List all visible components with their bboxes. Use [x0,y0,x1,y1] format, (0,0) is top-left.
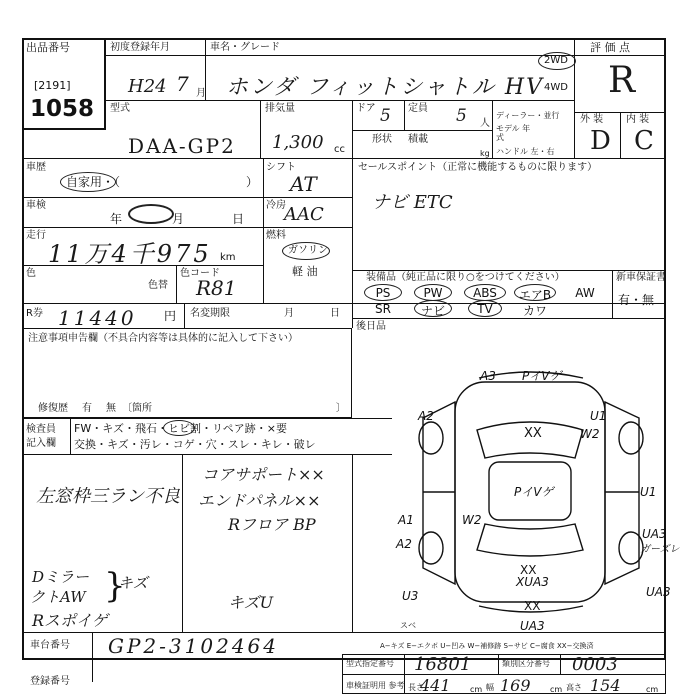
inspector-line-1: FW・キズ・飛石・ヒビ割・リペア跡・×要 [74,422,287,435]
right-doors [605,402,639,584]
rule [574,55,666,56]
length-unit: cm [470,685,483,694]
mark-xx-bumper: XX [524,599,541,613]
hiseki-circle [163,420,195,436]
cert-ref-label: 車検証明用 参考 [346,681,405,690]
rule [404,100,405,130]
inspector-label-2: 記入欄 [26,438,56,449]
notes-label: 注意事項申告欄（不具合内容等は具体的に記入して下さい） [28,333,298,344]
doors-value: 5 [380,106,391,126]
history-close: ） [246,175,259,189]
warranty-value: 有・無 [618,293,655,307]
rule [352,454,353,632]
height-label: 高さ [566,683,582,692]
mark-ua3-bumper: UA3 [520,619,545,633]
rule [498,654,499,674]
lot-number: 1058 [30,96,95,122]
mark-xx-rear-window: XX [520,563,537,577]
mark-a3-front: A3 [480,369,496,383]
width-value: 169 [500,676,531,695]
inspector-line-2: 交換・キズ・汚レ・コゲ・穴・スレ・キレ・破レ [74,438,316,451]
mark-ua3-right: UA3 [642,527,667,541]
mark-u1-right-front: U1 [590,409,607,423]
equip-ps: PS [375,286,391,300]
aircon-label: 冷房 [266,200,286,211]
drive-4wd: 4WD [544,82,568,93]
mark-w2-left: W2 [462,513,482,527]
length-value: 441 [420,676,451,695]
dealer-label: ディーラー・並行 [496,111,560,120]
lot-code: [2191] [34,79,71,92]
comment-spoiler: Rスポイゲ [32,611,108,630]
lot-label: 出品番号 [26,41,70,54]
equip-navi: ナビ [420,304,445,318]
color-code-value: R81 [196,276,237,300]
rule [352,318,666,319]
rule [560,654,561,674]
rule [574,38,575,158]
mark-u1-right-side: U1 [640,485,657,499]
comment-floor: Rフロア BP [228,515,316,534]
model-value: DAA-GP2 [128,134,236,158]
interior-label: 内 装 [626,114,650,125]
shift-label: シフト [266,162,296,173]
rule [352,100,353,158]
model-year-label: モデル 年式 [496,124,531,142]
car-name: ホンダ フィットシャトル HV [226,75,544,100]
rule [22,632,666,633]
mark-xx-hood: XX [524,426,542,441]
abs-circle [464,284,506,301]
capacity-label: 定員 [408,103,428,114]
repair-close: 〕 [336,403,346,414]
class-value: 0003 [572,654,618,675]
equip-aw: AW [575,286,595,300]
load-unit: kg [480,149,490,158]
length-label: 長さ [408,683,424,692]
rule [22,197,352,198]
rear-window [477,524,583,556]
chassis-value: GP2-3102464 [108,634,279,658]
interior-grade: C [634,126,654,156]
later-date-label: 後日品 [356,321,386,332]
shaken-strike-mark [128,204,174,224]
model-label: 型式 [110,103,130,114]
mark-w2-right: W2 [580,427,600,441]
equip-tv: TV [477,302,493,316]
type-cert-value: 16801 [414,654,472,675]
capacity-unit: 人 [480,118,490,129]
month-unit: 月 [196,88,206,99]
reg-month: 7 [176,72,189,96]
recycle-unit: 円 [164,309,177,323]
rule [176,265,177,303]
fuel-diesel: 軽 油 [292,265,318,278]
rule [263,158,264,303]
era-year: H24 [128,76,167,97]
rule [22,227,263,228]
color-label: 色 [26,268,36,279]
capacity-value: 5 [456,106,467,126]
rule [22,454,392,455]
rule [106,55,574,56]
mileage-label: 走行 [26,230,46,241]
brace-mark: } [104,566,126,606]
mark-a1-left: A1 [398,513,414,527]
width-label: 幅 [486,683,494,692]
chassis-label: 車台番号 [30,640,70,651]
shaken-month: 月 [172,212,185,226]
rule [22,658,342,659]
rule [620,112,621,158]
name-change-label: 名変期限 [190,308,230,319]
mileage-unit: km [220,252,236,263]
displacement-value: 1,300 [272,132,324,153]
comment-window: 左窓枠三ラン不良 [36,486,180,507]
comment-mirror: Dミラー [32,568,90,586]
shaken-label: 車検 [26,200,46,211]
warranty-label: 新車保証書 [616,272,666,283]
repair-yes: 有 [82,403,92,414]
comment-end-panel: エンドパネル×× [198,491,321,510]
height-unit: cm [646,685,659,694]
history-value: 自家用・（ [66,175,121,189]
exterior-grade: D [590,126,611,156]
displacement-unit: cc [334,144,345,155]
mark-gazure: ガーズレ [640,544,680,555]
color-code-label: 色コード [180,268,220,279]
mark-a2-left-rear: A2 [396,537,412,551]
rule [22,158,666,159]
registration-label: 登録番号 [30,676,70,687]
class-label: 類別区分番号 [502,659,550,668]
rule [492,100,493,158]
shaken-day: 日 [232,212,245,226]
sales-point-label: セールスポイント（正常に機能するものに限ります） [358,162,598,173]
displacement-label: 排気量 [265,103,295,114]
mileage-value: 11万4千975 [48,240,212,268]
pw-circle [414,284,452,301]
doors-label: ドア [356,103,376,114]
equip-abs: ABS [473,286,497,300]
rule [352,130,492,131]
color-change-label: 色替 [148,280,168,291]
rule [22,303,666,304]
comment-core-support: コアサポート×× [202,465,325,484]
mark-ua3-right-rear: UA3 [646,585,671,599]
equip-kawa: カワ [522,304,547,318]
navi-circle [414,300,452,317]
mark-pivge-roof: PイVゲ [514,485,554,499]
comment-scratch-dent: キズU [228,593,274,612]
left-doors [423,402,455,584]
repair-label: 修復歴 [38,403,68,414]
shift-value: AT [290,172,317,196]
tv-circle [468,300,502,317]
rule [263,227,352,228]
repair-no: 無 [106,403,116,414]
sales-point-value: ナビ ETC [372,192,453,213]
shape-label: 形状 [372,134,392,145]
drive-2wd: 2WD [544,55,568,66]
fuel-gas: ガソリン [288,245,328,256]
type-cert-label: 型式指定番号 [346,659,394,668]
inspector-label-1: 検査員 [26,424,56,435]
equip-pw: PW [423,286,443,300]
history-label: 車歴 [26,162,46,173]
comment-scratch: キズ [118,574,148,592]
load-label: 積載 [408,134,428,145]
rule [352,270,666,271]
rule [92,632,93,682]
equip-airbag: エアB [518,288,552,302]
aircon-value: AAC [284,204,324,225]
rule [260,100,261,158]
rule [70,418,71,454]
name-change-day: 日 [330,308,340,319]
exterior-label: 外 装 [580,114,604,125]
mark-xua3-rear: XUA3 [516,575,549,589]
airbag-circle [514,284,556,301]
rating-value: R [608,60,636,101]
reg-date-label: 初度登録年月 [110,42,170,53]
mark-u3-left-rear: U3 [402,589,419,603]
rule [22,418,392,419]
height-value: 154 [590,676,621,695]
rule [612,270,613,318]
mark-sube: スベ [400,621,416,630]
rating-label: 評 価 点 [590,41,630,54]
damage-legend: A−キズ E−エクボ U−凹み W−補修跡 S−サビ C−腐食 XX−交換済 [380,642,594,650]
ps-circle [364,284,402,301]
recycle-label: R券 [26,308,43,319]
car-name-label: 車名・グレード [210,42,280,53]
equip-sr: SR [375,302,391,316]
fuel-label: 燃料 [266,230,286,241]
handle-label: ハンドル 左・右 [496,147,555,156]
width-unit: cm [550,685,563,694]
rule [184,303,185,328]
name-change-month: 月 [284,308,294,319]
repair-place: 〔箇所 [122,403,152,414]
shaken-year: 年 [110,212,123,226]
recycle-value: 11440 [58,306,137,330]
mark-pivge-front: PイVゲ [522,369,562,383]
mark-a2-left: A2 [418,409,434,423]
comment-aw: クトAW [30,588,86,606]
equipment-label: 装備品（純正品に限り○をつけてください） [366,272,565,283]
rule [182,454,183,632]
